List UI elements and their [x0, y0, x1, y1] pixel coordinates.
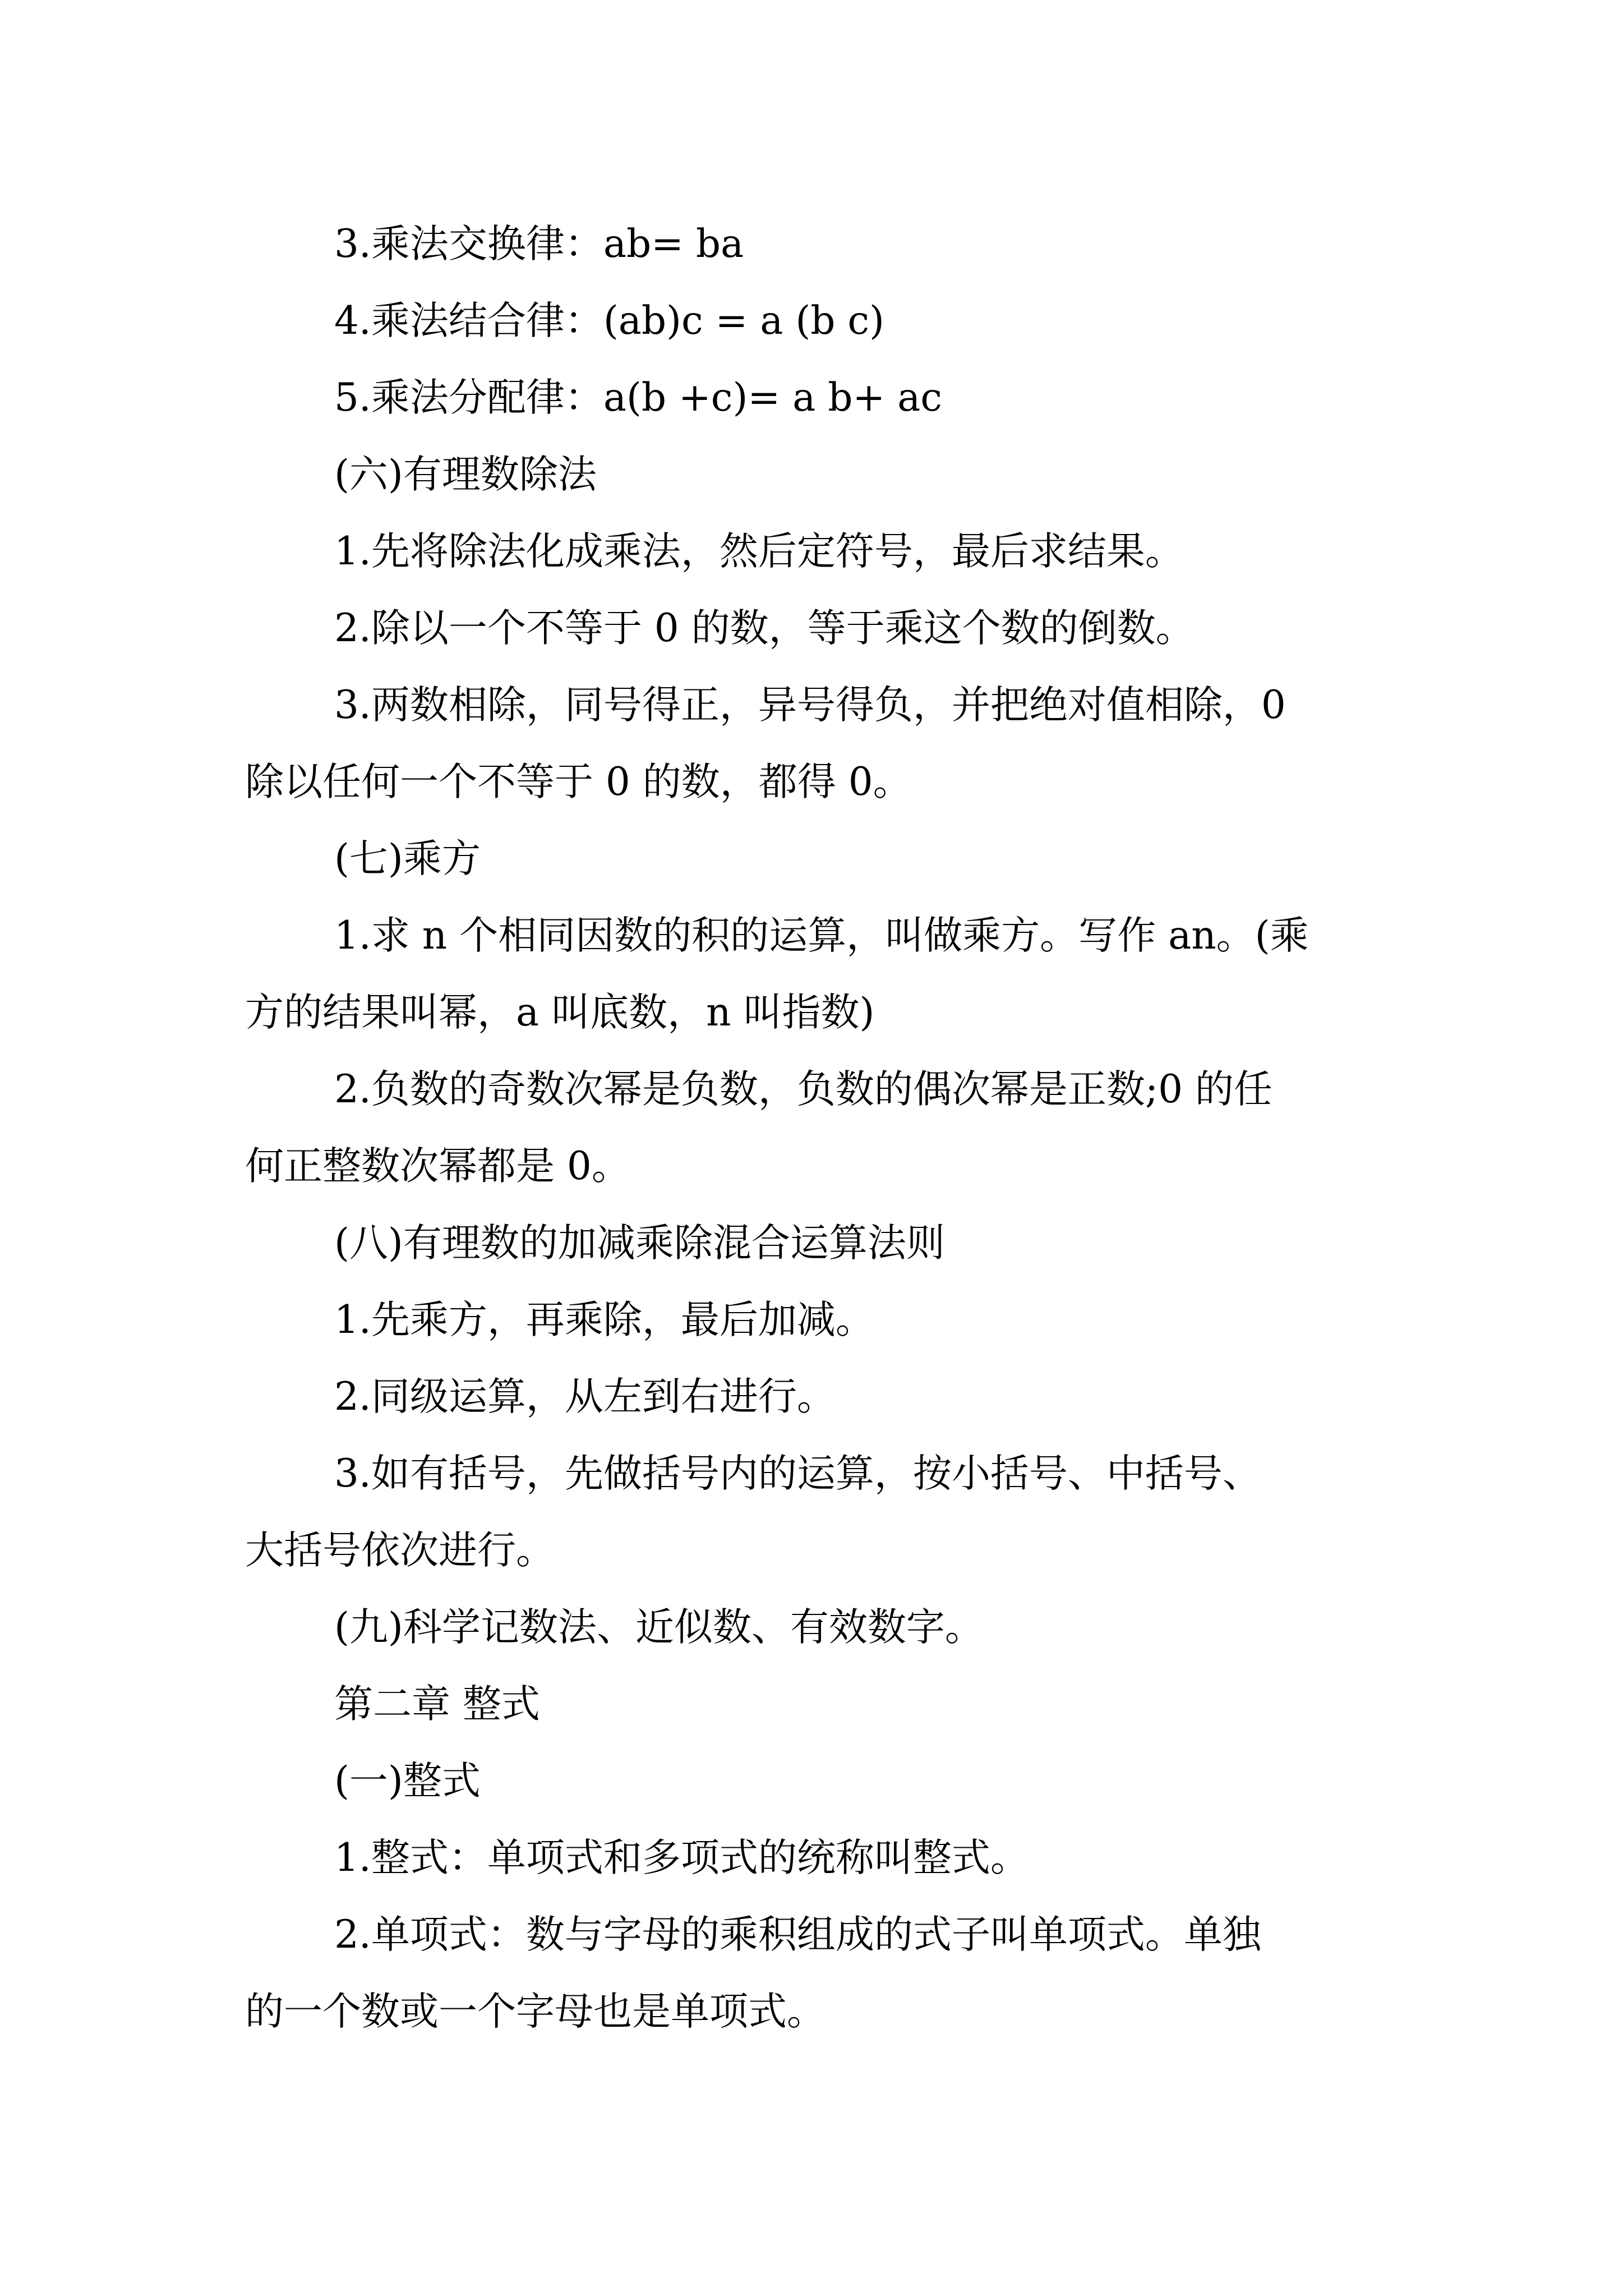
text-line: 的一个数或一个字母也是单项式。 [245, 1989, 826, 2034]
text-line: 2.同级运算，从左到右进行。 [334, 1374, 836, 1419]
text-line: 3.如有括号，先做括号内的运算，按小括号、中括号、 [334, 1451, 1261, 1496]
text-line: 大括号依次进行。 [245, 1528, 555, 1573]
section-heading: (六)有理数除法 [334, 452, 597, 497]
section-heading: (八)有理数的加减乘除混合运算法则 [334, 1221, 945, 1266]
text-line: 方的结果叫幂，a 叫底数，n 叫指数) [245, 990, 875, 1035]
text-line: 1.求 n 个相同因数的积的运算，叫做乘方。写作 an。(乘 [334, 913, 1309, 958]
text-line: 2.负数的奇数次幂是负数，负数的偶次幂是正数;0 的任 [334, 1067, 1272, 1112]
text-line: 1.先将除法化成乘法，然后定符号，最后求结果。 [334, 529, 1184, 574]
section-heading: (九)科学记数法、近似数、有效数字。 [334, 1605, 984, 1650]
text-line: 5.乘法分配律：a(b +c)= a b+ ac [334, 375, 942, 420]
text-line: 1.先乘方，再乘除，最后加减。 [334, 1297, 874, 1342]
text-line: 1.整式：单项式和多项式的统称叫整式。 [334, 1835, 1029, 1880]
section-heading: (七)乘方 [334, 836, 481, 881]
text-line: 3.乘法交换律：ab= ba [334, 222, 744, 266]
text-line: 2.单项式：数与字母的乘积组成的式子叫单项式。单独 [334, 1912, 1261, 1957]
text-line: 除以任何一个不等于 0 的数，都得 0。 [245, 760, 912, 804]
section-heading: (一)整式 [334, 1759, 481, 1803]
text-line: 何正整数次幂都是 0。 [245, 1144, 630, 1189]
text-line: 3.两数相除，同号得正，异号得负，并把绝对值相除，0 [334, 683, 1286, 728]
text-line: 2.除以一个不等于 0 的数，等于乘这个数的倒数。 [334, 606, 1195, 651]
chapter-heading: 第二章 整式 [334, 1682, 540, 1727]
text-line: 4.乘法结合律：(ab)c = a (b c) [334, 298, 884, 343]
